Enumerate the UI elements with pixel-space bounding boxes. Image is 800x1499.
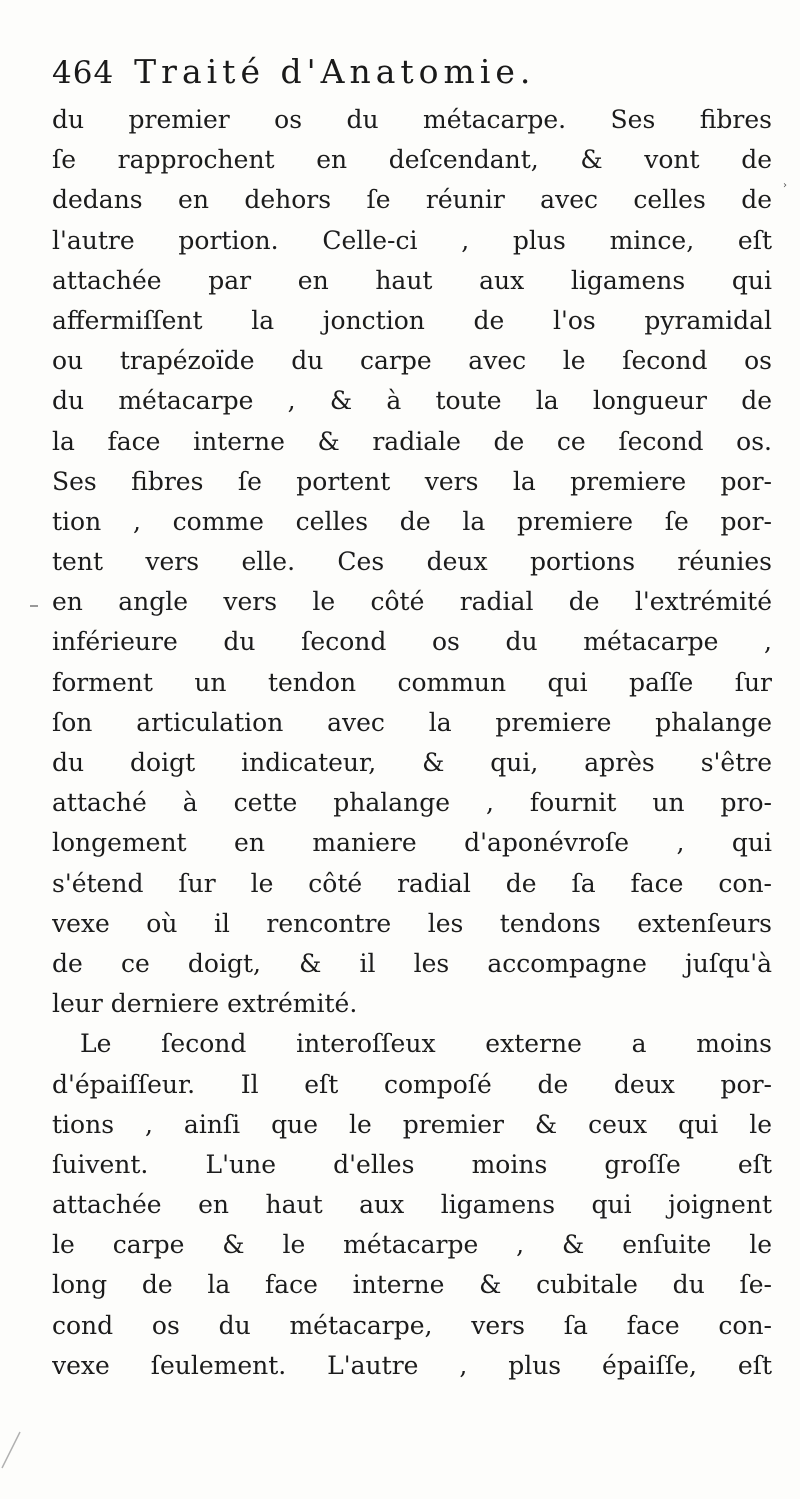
corner-stroke (0, 1430, 22, 1470)
text-line: leur derniere extrémité. (52, 989, 358, 1019)
paragraph-start-line: Le ſecond interoſſeux externe a moins (80, 1029, 772, 1059)
text-line: du doigt indicateur, & qui, après s'être (52, 748, 772, 777)
text-line: inférieure du ſecond os du métacarpe , (52, 627, 772, 657)
text-line: affermiſſent la jonction de l'os pyramidal (52, 305, 772, 335)
text-line: vexe où il rencontre les tendons extenſeurs (52, 908, 772, 938)
text-line: du métacarpe , & à toute la longueur de (52, 386, 772, 416)
text-line: ſe rapprochent en deſcendant, & vont de (52, 145, 772, 175)
margin-mark: › (783, 180, 787, 191)
text-line: Ses fibres ſe portent vers la premiere por- (52, 466, 772, 496)
text-line: forment un tendon commun qui paſſe ſur (52, 667, 772, 697)
text-line: en angle vers le côté radial de l'extrémité (52, 587, 772, 617)
page-header (52, 52, 535, 96)
text-line: dedans en dehors ſe réunir avec celles de (52, 185, 772, 215)
text-line: d'épaiſſeur. Il eſt compoſé de deux por- (52, 1069, 772, 1099)
text-line: du premier os du métacarpe. Ses fibres (52, 105, 772, 134)
text-line: l'autre portion. Celle-ci , plus mince, eſt (52, 225, 772, 255)
text-line: tion , comme celles de la premiere ſe por- (52, 506, 772, 536)
text-line: le carpe & le métacarpe , & enſuite le (52, 1230, 772, 1260)
text-line: tions , ainſi que le premier & ceux qui le (52, 1109, 772, 1139)
text-line: de ce doigt, & il les accompagne juſqu'à (52, 948, 772, 978)
text-line: attachée par en haut aux ligamens qui (52, 265, 772, 295)
text-line: tent vers elle. Ces deux portions réunies (52, 547, 772, 577)
running-title: Traité d'Anatomie. (134, 52, 536, 91)
text-line: vexe ſeulement. L'autre , plus épaiſſe, eſt (52, 1350, 772, 1380)
text-line: ou trapézoïde du carpe avec le ſecond os (52, 346, 772, 376)
page-number: 464 (52, 55, 115, 91)
body-text (52, 100, 772, 1386)
text-line: long de la face interne & cubitale du ſe- (52, 1270, 772, 1300)
text-line: s'étend ſur le côté radial de ſa face con- (52, 868, 772, 898)
text-line: cond os du métacarpe, vers ſa face con- (52, 1310, 772, 1340)
text-line: ſon articulation avec la premiere phalange (52, 707, 772, 737)
text-line: ſuivent. L'une d'elles moins groſſe eſt (52, 1149, 772, 1179)
text-line: la face interne & radiale de ce ſecond os. (52, 426, 772, 456)
margin-tick (30, 605, 38, 607)
text-line: attaché à cette phalange , fournit un pro- (52, 788, 772, 818)
text-line: longement en maniere d'aponévroſe , qui (52, 828, 772, 858)
text-line: attachée en haut aux ligamens qui joignent (52, 1190, 772, 1220)
